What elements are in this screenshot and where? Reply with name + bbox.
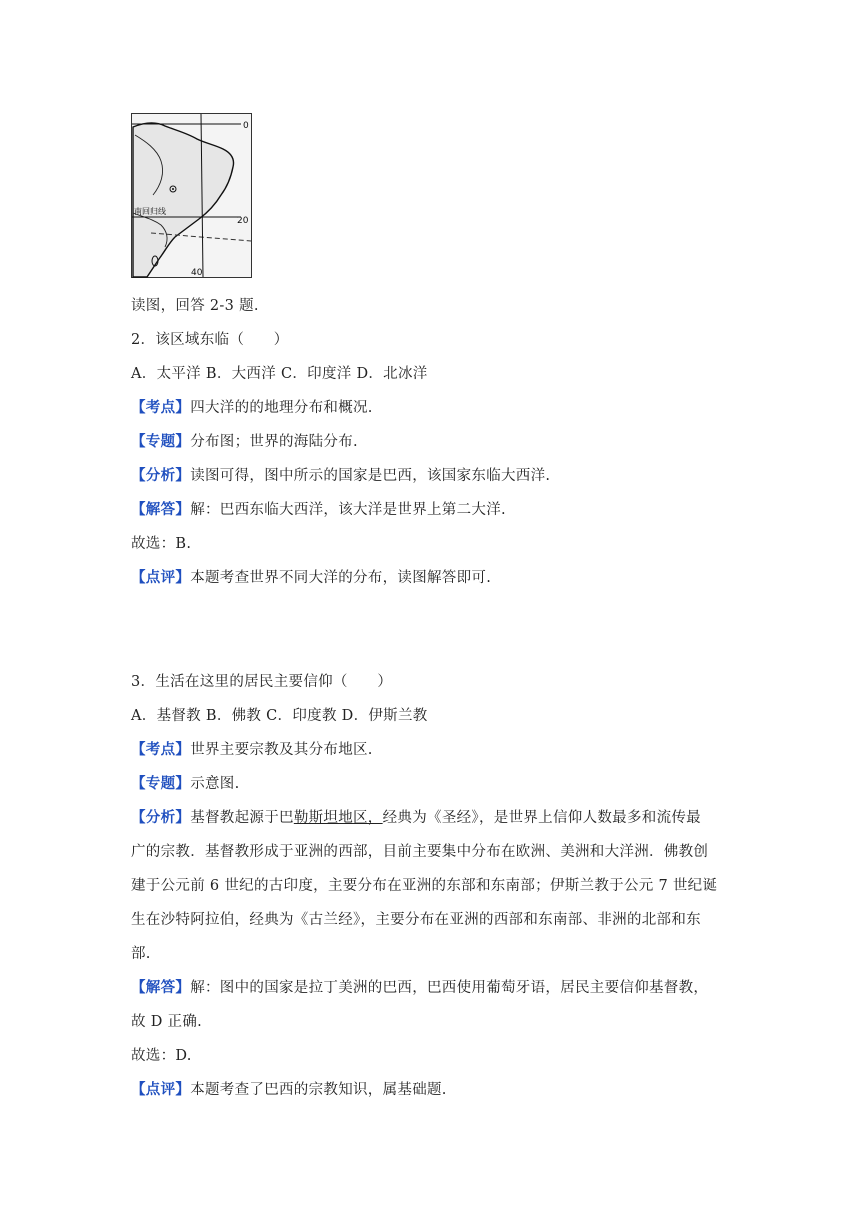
fenxi-tag: 【分析】 xyxy=(131,467,191,484)
fenxi-text: 基督教起源于巴 xyxy=(190,810,294,826)
kaodian-text: 世界主要宗教及其分布地区. xyxy=(190,742,373,758)
q3-jieda-line2: 故 D 正确. xyxy=(131,1014,203,1030)
label-lon40: 40 xyxy=(191,268,203,278)
q3-fenxi-line3: 建于公元前 6 世纪的古印度，主要分布在亚洲的东部和东南部；伊斯兰教于公元 7 世纪诞 xyxy=(131,878,718,894)
kaodian-tag: 【考点】 xyxy=(131,741,191,758)
zhuanti-tag: 【专题】 xyxy=(131,775,191,792)
q3-zhuanti xyxy=(131,774,240,794)
fenxi-text: 经典为《圣经》，是世界上信仰人数最多和流传最 xyxy=(382,810,701,826)
label-lat20: 20 xyxy=(237,216,249,226)
fenxi-underlined: 勒斯坦地区， xyxy=(293,810,383,826)
jieda-tag: 【解答】 xyxy=(131,979,191,996)
capital-dot xyxy=(172,188,174,190)
q2-options: A．太平洋 B．大西洋 C．印度洋 D．北冰洋 xyxy=(131,366,428,382)
dianping-text: 本题考查了巴西的宗教知识，属基础题. xyxy=(190,1082,447,1098)
q2-dianping xyxy=(131,568,491,588)
q3-fenxi-line4: 生在沙特阿拉伯，经典为《古兰经》，主要分布在亚洲的西部和东南部、非洲的北部和东 xyxy=(131,912,701,928)
q2-zhuanti xyxy=(131,432,358,452)
brazil-map-figure xyxy=(131,113,252,278)
q2-fenxi xyxy=(131,466,550,486)
dianping-tag: 【点评】 xyxy=(131,569,191,586)
jieda-tag: 【解答】 xyxy=(131,501,191,518)
q3-fenxi-line2: 广的宗教．基督教形成于亚洲的西部，目前主要集中分布在欧洲、美洲和大洋洲．佛教创 xyxy=(131,844,709,860)
zhuanti-text: 分布图；世界的海陆分布. xyxy=(190,434,358,450)
zhuanti-tag: 【专题】 xyxy=(131,433,191,450)
q2-kaodian xyxy=(131,398,373,418)
zhuanti-text: 示意图. xyxy=(190,776,240,792)
jieda-text: 解：图中的国家是拉丁美洲的巴西，巴西使用葡萄牙语，居民主要信仰基督教， xyxy=(190,980,709,996)
dianping-tag: 【点评】 xyxy=(131,1081,191,1098)
fenxi-tag: 【分析】 xyxy=(131,809,191,826)
q3-fenxi-line1 xyxy=(131,808,701,828)
label-tropic: 南回归线 xyxy=(134,207,166,216)
q3-fenxi-line5: 部. xyxy=(131,946,151,962)
q2-guxuan: 故选：B. xyxy=(131,536,192,552)
q3-guxuan: 故选：D. xyxy=(131,1048,192,1064)
fenxi-text: 读图可得，图中所示的国家是巴西，该国家东临大西洋. xyxy=(190,468,551,484)
q2-stem: 2．该区域东临（ ） xyxy=(131,332,289,348)
q3-dianping xyxy=(131,1080,447,1100)
q3-options: A．基督教 B．佛教 C．印度教 D．伊斯兰教 xyxy=(131,708,428,724)
label-lat0: 0 xyxy=(243,121,249,131)
q3-kaodian xyxy=(131,740,373,760)
q3-jieda-line1 xyxy=(131,978,708,998)
jieda-text: 解：巴西东临大西洋，该大洋是世界上第二大洋. xyxy=(190,502,506,518)
kaodian-text: 四大洋的的地理分布和概况. xyxy=(190,400,373,416)
q2-jieda xyxy=(131,500,506,520)
kaodian-tag: 【考点】 xyxy=(131,399,191,416)
intro-text: 读图，回答 2-3 题. xyxy=(131,298,259,314)
dianping-text: 本题考查世界不同大洋的分布，读图解答即可. xyxy=(190,570,492,586)
q3-stem: 3．生活在这里的居民主要信仰（ ） xyxy=(131,674,393,690)
